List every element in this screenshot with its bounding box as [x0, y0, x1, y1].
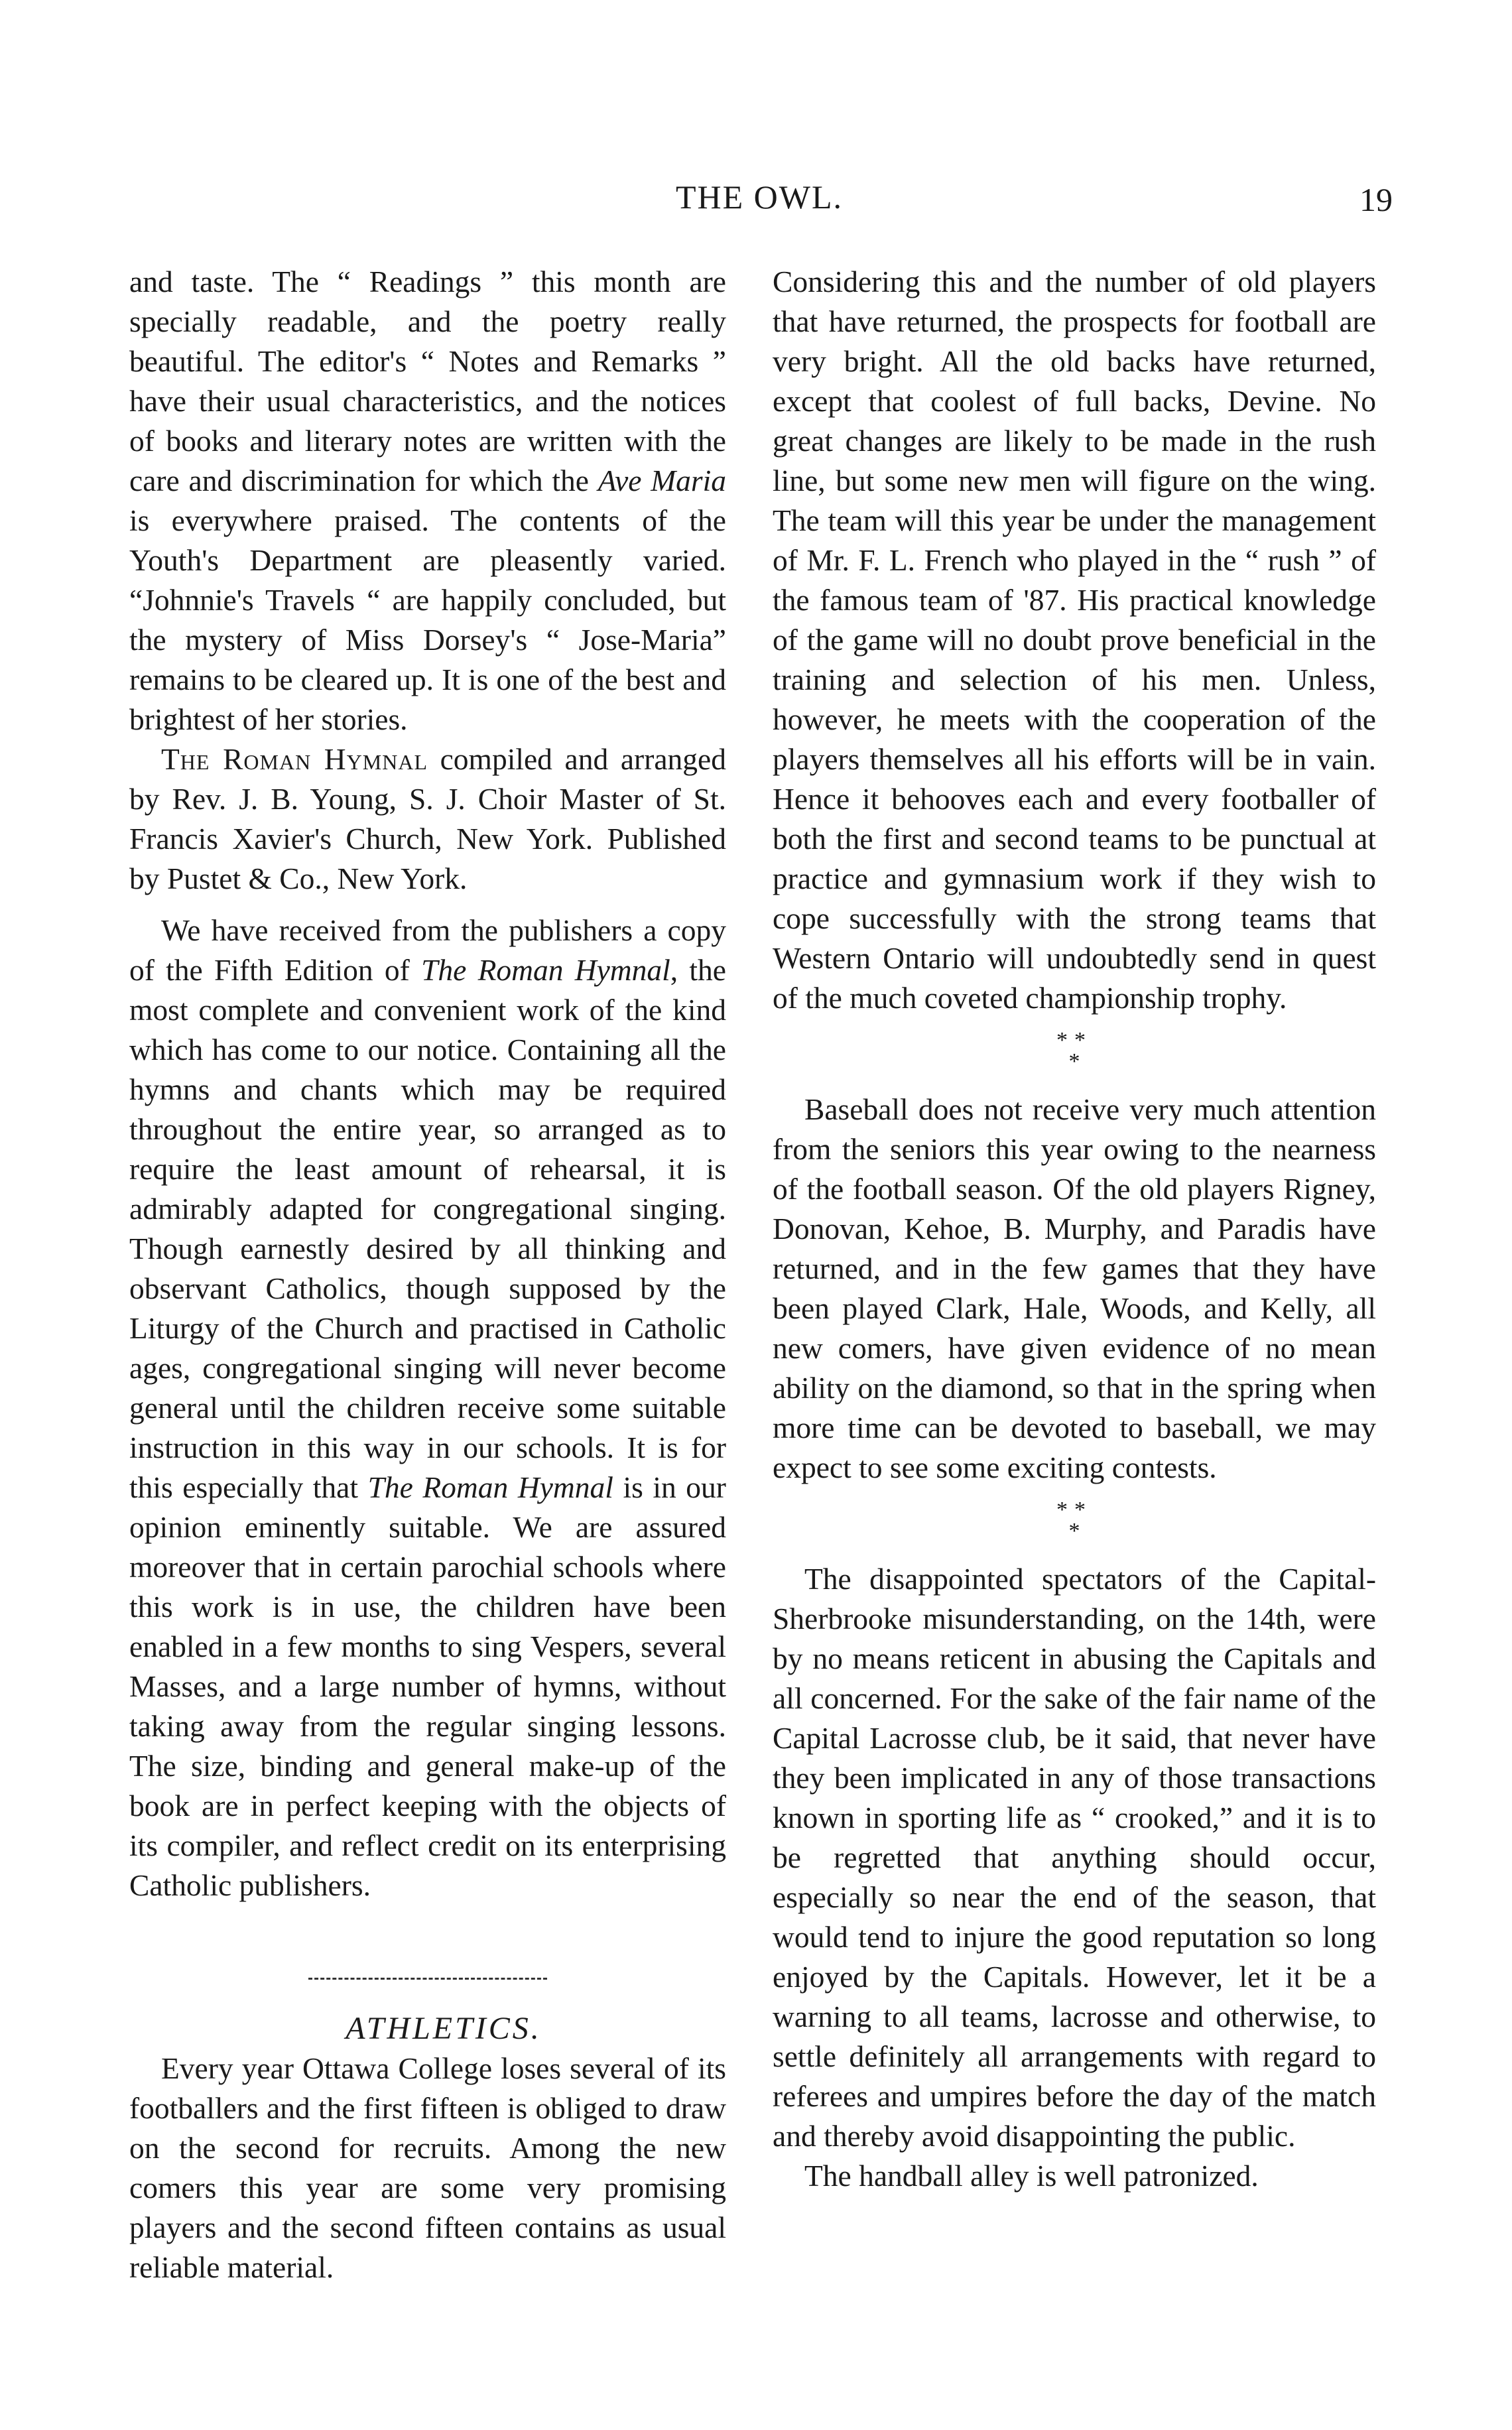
page-header	[126, 178, 1393, 231]
asterism-bottom: *	[1068, 1049, 1080, 1074]
section-divider	[129, 1956, 726, 1969]
hymnal-review-paragraph	[129, 911, 726, 1905]
asterism-bottom: *	[1068, 1519, 1080, 1543]
page-number: 19	[1359, 181, 1393, 218]
athletics-paragraph: Every year Ottawa College loses several of its footballers and the first fifteen is obliged to draw on the second for recruits. Among the new comers this year are some very promising players and the second fifteen contains as usual reliable material.	[129, 2051, 726, 2284]
left-column	[129, 262, 726, 2287]
right-column	[773, 262, 1376, 2196]
asterism-top: **	[1056, 1028, 1092, 1053]
football-paragraph: Considering this and the number of old players that have returned, the prospects for football are very bright. All the old backs have returned, except that coolest of full backs, Devine. No great changes are likely to be made in the rush line, but some new men will figure on the wing. The team will this year be under the management of Mr. F. L. French who played in the “ rush ” of the famous team of '87. His practical knowledge of the game will no doubt prove beneficial in the training and selection of his men. Unless, however, he meets with the cooperation of the players themselves all his efforts will be in vain. Hence it behooves each and every footballer of both the first and second teams to be punctual at practice and gymnasium work if they wish to cope successfully with the strong teams that Western Ontario will undoubtedly send in quest of the much coveted championship trophy.	[773, 265, 1376, 1015]
text-run: is in our opinion eminently suitable. We are assured moreover that in certain parochial schools where this work is in use, the children have been enabled in a few months to sing Vespers, several Masses, and a large number of hymns, without taking away from the regular singing lessons. The size, binding and general make-up of the book are in perfect keeping with the objects of its compiler, and reflect credit on its enterprising Catholic publishers.	[129, 1470, 726, 1902]
asterism-separator	[773, 1500, 1376, 1542]
text-run: is everywhere praised. The contents of the Youth's Department are pleasently varied. “Johnnie's Travels “ are happily concluded, but the mystery of Miss Dorsey's “ Jose-Maria” remains to be cleared up. It is one of the best and brightest of her stories.	[129, 503, 726, 736]
asterism-separator	[773, 1030, 1376, 1072]
section-heading-athletics: ATHLETICS.	[346, 2011, 542, 2046]
lacrosse-paragraph: The disappointed spectators of the Capital-Sherbrooke misunderstanding, on the 14th, were by no means reticent in abusing the Capitals and all concerned. For the sake of the fair name of the Capital Lacrosse club, be it said, that never have they been implicated in any of those transactions known in sporting life as “ crooked,” and it is to be regretted that anything should occur, especially so near the end of the season, that would tend to injure the good reputation so long enjoyed by the Capitals. However, let it be a warning to all teams, lacrosse and otherwise, to settle definitely all arrangements with regard to referees and umpires before the day of the match and thereby avoid disappointing the public.	[773, 1562, 1376, 2153]
book-title-smallcaps: The Roman Hymnal	[161, 742, 428, 776]
running-title: THE OWL.	[675, 178, 844, 216]
text-run: , the most complete and convenient work of the kind which has come to our notice. Containing all the hymns and chants which may be required throughout the entire year, so arranged as to require the least amount of rehearsal, it is admirably adapted for congregational singing. Though earnestly desired by all thinking and observant Catholics, though supposed by the Liturgy of the Church and practised in Catholic ages, congregational singing will never become general until the children receive some suitable instruction in this way in our schools. It is for this especially that	[129, 953, 726, 1504]
baseball-paragraph: Baseball does not receive very much attention from the seniors this year owing to the nearness of the football season. Of the old players Rigney, Donovan, Kehoe, B. Murphy, and Paradis have returned, and in the few games that they have been played Clark, Hale, Woods, and Kelly, all new comers, have given evidence of no mean ability on the diamond, so that in the spring when more time can be devoted to baseball, we may expect to see some exciting contests.	[773, 1092, 1376, 1484]
text-run: We have received from the publishers a copy of the Fifth Edition of	[129, 913, 726, 987]
divider-rule	[308, 1978, 547, 1980]
italic-title: Ave Maria	[598, 464, 726, 497]
ave-maria-review-paragraph	[129, 262, 726, 739]
handball-paragraph: The handball alley is well patronized.	[804, 2159, 1259, 2193]
text-run: compiled and arranged by Rev. J. B. Young, S. J. Choir Master of St. Francis Xavier's Church, New York. Published by Pustet & Co., New York.	[129, 742, 726, 895]
italic-title: The Roman Hymnal	[367, 1470, 613, 1504]
asterism-top: **	[1056, 1498, 1092, 1522]
italic-title: The Roman Hymnal	[421, 953, 670, 987]
hymnal-notice	[129, 739, 726, 899]
text-run: and taste. The “ Readings ” this month are specially readable, and the poetry really beautiful. The editor's “ Notes and Remarks ” have their usual characteristics, and the notices of books and literary notes are written with the care and discrimination for which the	[129, 265, 726, 497]
